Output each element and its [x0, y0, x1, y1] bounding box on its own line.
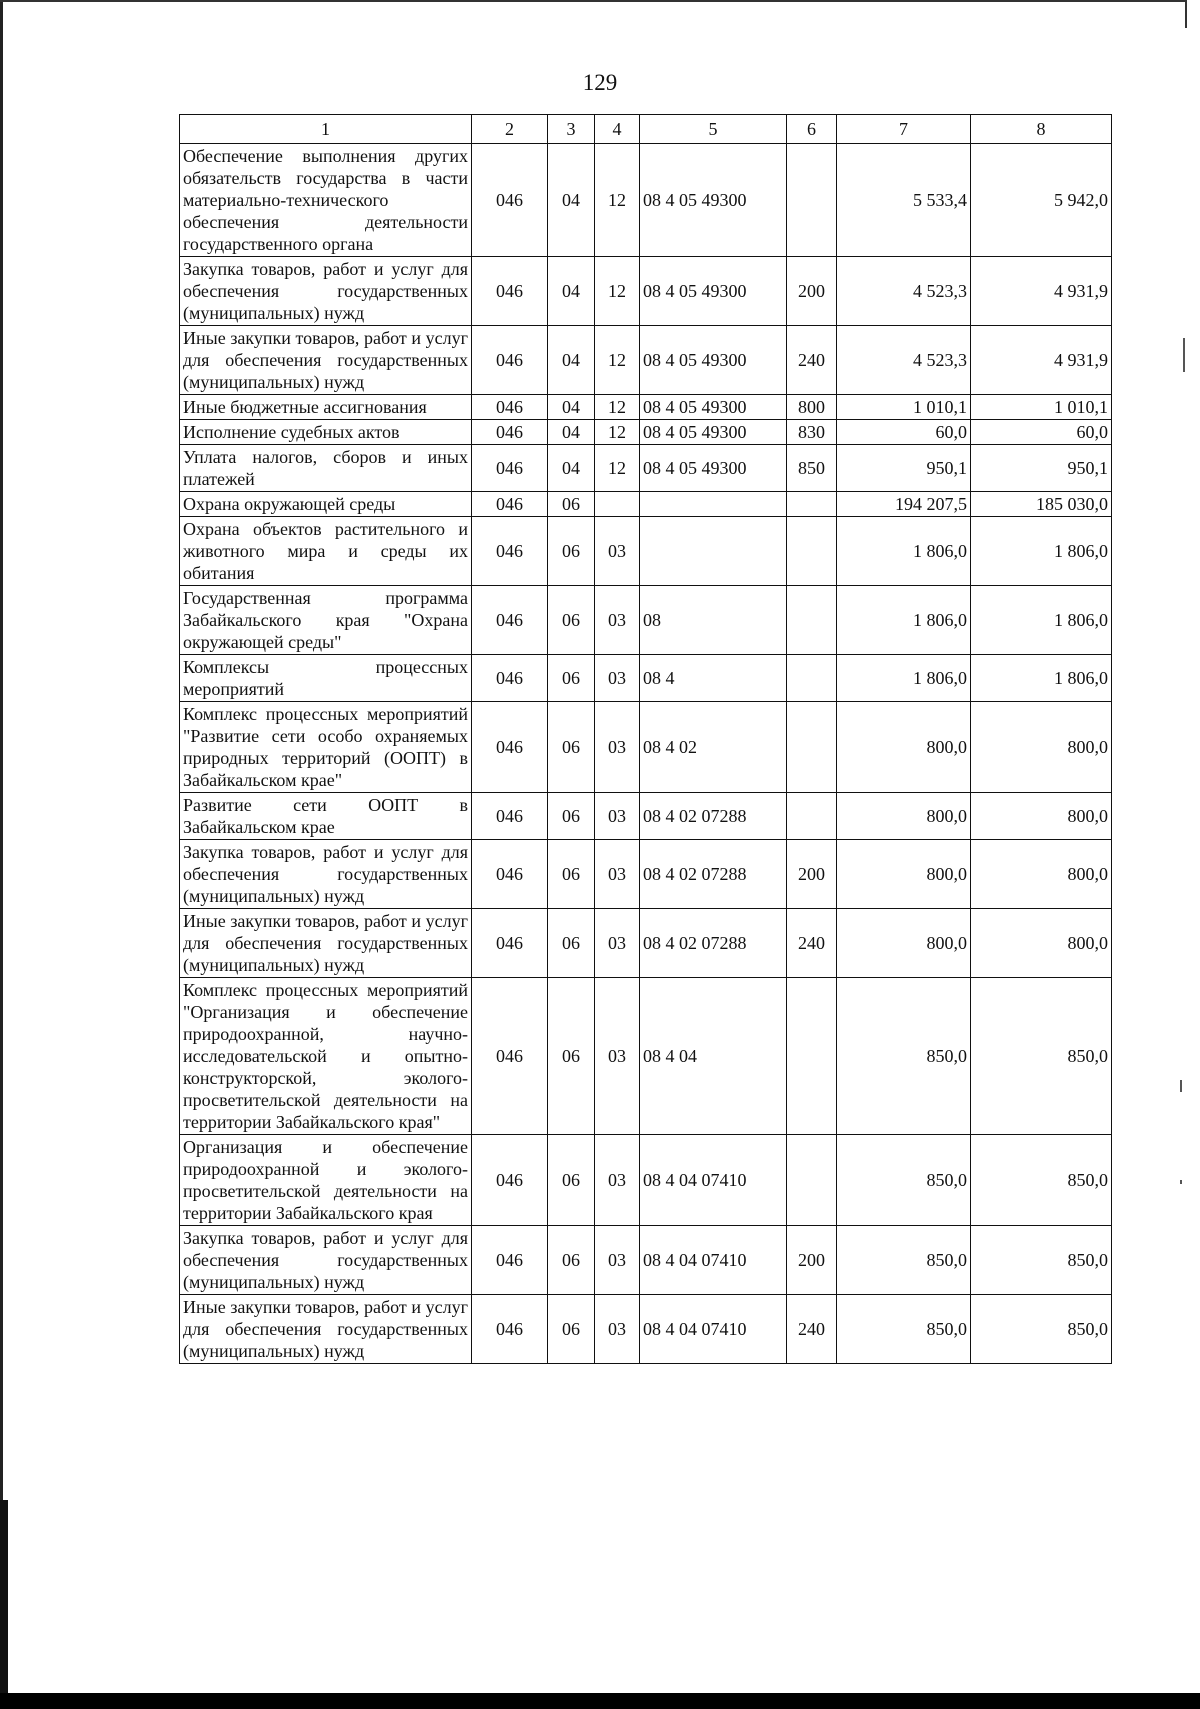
amount-col7: 850,0 [837, 978, 971, 1135]
section-code: 04 [548, 445, 595, 492]
subsection-code [595, 492, 640, 517]
table-row [180, 445, 1112, 492]
amount-col7: 850,0 [837, 1135, 971, 1226]
table-row [180, 655, 1112, 702]
column-header: 7 [837, 115, 971, 144]
target-article-code [640, 492, 787, 517]
amount-col7: 1 806,0 [837, 655, 971, 702]
amount-col7: 800,0 [837, 909, 971, 978]
target-article-code: 08 4 02 07288 [640, 909, 787, 978]
page-number: 129 [582, 70, 618, 95]
scan-left-edge [0, 0, 3, 1709]
row-name: Закупка товаров, работ и услуг для обеспечения государственных (муниципальных) нужд [180, 257, 472, 326]
column-header: 6 [787, 115, 837, 144]
section-code: 06 [548, 492, 595, 517]
expense-type-code: 240 [787, 1295, 837, 1364]
ministry-code: 046 [472, 445, 548, 492]
amount-col8: 4 931,9 [971, 257, 1112, 326]
section-code: 06 [548, 702, 595, 793]
row-name: Уплата налогов, сборов и иных платежей [180, 445, 472, 492]
amount-col8: 4 931,9 [971, 326, 1112, 395]
section-code: 06 [548, 655, 595, 702]
table-row [180, 257, 1112, 326]
amount-col8: 185 030,0 [971, 492, 1112, 517]
amount-col8: 1 806,0 [971, 586, 1112, 655]
ministry-code: 046 [472, 655, 548, 702]
section-code: 04 [548, 420, 595, 445]
amount-col7: 800,0 [837, 702, 971, 793]
subsection-code: 12 [595, 326, 640, 395]
expense-type-code [787, 492, 837, 517]
subsection-code: 03 [595, 517, 640, 586]
row-name: Развитие сети ООПТ в Забайкальском крае [180, 793, 472, 840]
target-article-code: 08 4 04 07410 [640, 1226, 787, 1295]
subsection-code: 03 [595, 793, 640, 840]
ministry-code: 046 [472, 517, 548, 586]
table-row [180, 1135, 1112, 1226]
target-article-code: 08 4 02 07288 [640, 840, 787, 909]
row-name: Исполнение судебных актов [180, 420, 472, 445]
subsection-code: 03 [595, 909, 640, 978]
subsection-code: 12 [595, 395, 640, 420]
table-row [180, 1226, 1112, 1295]
subsection-code: 03 [595, 978, 640, 1135]
amount-col8: 5 942,0 [971, 144, 1112, 257]
target-article-code: 08 4 05 49300 [640, 144, 787, 257]
scan-binding-shadow [0, 1500, 8, 1709]
row-name: Обеспечение выполнения других обязательств государства в части материально-технического обеспечения деятельности государственного органа [180, 144, 472, 257]
ministry-code: 046 [472, 840, 548, 909]
expense-type-code: 200 [787, 257, 837, 326]
section-code: 06 [548, 1226, 595, 1295]
amount-col7: 850,0 [837, 1295, 971, 1364]
column-header: 5 [640, 115, 787, 144]
table-row [180, 326, 1112, 395]
scan-right-mark [1185, 0, 1187, 28]
ministry-code: 046 [472, 793, 548, 840]
target-article-code: 08 4 05 49300 [640, 257, 787, 326]
budget-table [179, 114, 1112, 1364]
section-code: 06 [548, 586, 595, 655]
table-row [180, 586, 1112, 655]
expense-type-code: 200 [787, 1226, 837, 1295]
amount-col8: 850,0 [971, 1135, 1112, 1226]
expense-type-code [787, 978, 837, 1135]
expense-type-code [787, 586, 837, 655]
ministry-code: 046 [472, 144, 548, 257]
row-name: Государственная программа Забайкальского края "Охрана окружающей среды" [180, 586, 472, 655]
expense-type-code [787, 655, 837, 702]
amount-col8: 800,0 [971, 793, 1112, 840]
scan-top-rule [0, 0, 1185, 2]
section-code: 06 [548, 978, 595, 1135]
section-code: 06 [548, 840, 595, 909]
table-body [180, 144, 1112, 1364]
ministry-code: 046 [472, 1226, 548, 1295]
ministry-code: 046 [472, 326, 548, 395]
amount-col8: 1 806,0 [971, 517, 1112, 586]
row-name: Организация и обеспечение природоохранной и эколого-просветительской деятельности на территории Забайкальского края [180, 1135, 472, 1226]
row-name: Иные закупки товаров, работ и услуг для обеспечения государственных (муниципальных) нужд [180, 909, 472, 978]
scan-speck [1183, 338, 1185, 372]
amount-col7: 4 523,3 [837, 326, 971, 395]
target-article-code: 08 4 05 49300 [640, 420, 787, 445]
ministry-code: 046 [472, 702, 548, 793]
row-name: Комплексы процессных мероприятий [180, 655, 472, 702]
amount-col7: 800,0 [837, 793, 971, 840]
subsection-code: 12 [595, 144, 640, 257]
section-code: 06 [548, 1295, 595, 1364]
table-row [180, 978, 1112, 1135]
column-header: 2 [472, 115, 548, 144]
column-header: 8 [971, 115, 1112, 144]
subsection-code: 03 [595, 655, 640, 702]
scan-speck [1180, 1080, 1182, 1092]
ministry-code: 046 [472, 978, 548, 1135]
target-article-code: 08 4 02 07288 [640, 793, 787, 840]
column-header: 4 [595, 115, 640, 144]
table-row [180, 840, 1112, 909]
amount-col7: 1 806,0 [837, 586, 971, 655]
section-code: 04 [548, 326, 595, 395]
expense-type-code [787, 144, 837, 257]
target-article-code: 08 4 05 49300 [640, 445, 787, 492]
expense-type-code: 240 [787, 909, 837, 978]
target-article-code: 08 4 [640, 655, 787, 702]
expense-type-code: 200 [787, 840, 837, 909]
table-row [180, 909, 1112, 978]
table-row [180, 492, 1112, 517]
row-name: Охрана объектов растительного и животного мира и среды их обитания [180, 517, 472, 586]
amount-col8: 1 010,1 [971, 395, 1112, 420]
ministry-code: 046 [472, 420, 548, 445]
scan-bottom-edge [0, 1693, 1200, 1709]
expense-type-code [787, 702, 837, 793]
expense-type-code: 830 [787, 420, 837, 445]
target-article-code: 08 4 04 07410 [640, 1295, 787, 1364]
section-code: 06 [548, 909, 595, 978]
amount-col8: 850,0 [971, 1295, 1112, 1364]
table-row [180, 144, 1112, 257]
table-row [180, 420, 1112, 445]
amount-col8: 800,0 [971, 909, 1112, 978]
amount-col7: 1 806,0 [837, 517, 971, 586]
section-code: 06 [548, 793, 595, 840]
target-article-code: 08 4 05 49300 [640, 326, 787, 395]
ministry-code: 046 [472, 395, 548, 420]
target-article-code [640, 517, 787, 586]
column-header: 3 [548, 115, 595, 144]
amount-col7: 4 523,3 [837, 257, 971, 326]
expense-type-code: 850 [787, 445, 837, 492]
row-name: Иные закупки товаров, работ и услуг для обеспечения государственных (муниципальных) нужд [180, 1295, 472, 1364]
amount-col7: 1 010,1 [837, 395, 971, 420]
subsection-code: 03 [595, 1295, 640, 1364]
row-name: Иные бюджетные ассигнования [180, 395, 472, 420]
ministry-code: 046 [472, 492, 548, 517]
row-name: Комплекс процессных мероприятий "Развитие сети особо охраняемых природных территорий (ООПТ) в Забайкальском крае" [180, 702, 472, 793]
expense-type-code: 240 [787, 326, 837, 395]
subsection-code: 12 [595, 420, 640, 445]
section-code: 06 [548, 1135, 595, 1226]
amount-col7: 60,0 [837, 420, 971, 445]
ministry-code: 046 [472, 586, 548, 655]
row-name: Закупка товаров, работ и услуг для обеспечения государственных (муниципальных) нужд [180, 840, 472, 909]
target-article-code: 08 4 02 [640, 702, 787, 793]
subsection-code: 12 [595, 257, 640, 326]
target-article-code: 08 [640, 586, 787, 655]
subsection-code: 03 [595, 586, 640, 655]
amount-col8: 950,1 [971, 445, 1112, 492]
target-article-code: 08 4 04 [640, 978, 787, 1135]
amount-col8: 1 806,0 [971, 655, 1112, 702]
ministry-code: 046 [472, 909, 548, 978]
amount-col7: 850,0 [837, 1226, 971, 1295]
section-code: 04 [548, 144, 595, 257]
expense-type-code [787, 1135, 837, 1226]
target-article-code: 08 4 05 49300 [640, 395, 787, 420]
row-name: Охрана окружающей среды [180, 492, 472, 517]
ministry-code: 046 [472, 1295, 548, 1364]
row-name: Иные закупки товаров, работ и услуг для обеспечения государственных (муниципальных) нужд [180, 326, 472, 395]
subsection-code: 03 [595, 840, 640, 909]
section-code: 04 [548, 257, 595, 326]
subsection-code: 12 [595, 445, 640, 492]
expense-type-code [787, 793, 837, 840]
ministry-code: 046 [472, 257, 548, 326]
row-name: Закупка товаров, работ и услуг для обеспечения государственных (муниципальных) нужд [180, 1226, 472, 1295]
ministry-code: 046 [472, 1135, 548, 1226]
amount-col7: 800,0 [837, 840, 971, 909]
amount-col8: 850,0 [971, 1226, 1112, 1295]
section-code: 06 [548, 517, 595, 586]
column-header: 1 [180, 115, 472, 144]
amount-col8: 800,0 [971, 840, 1112, 909]
expense-type-code [787, 517, 837, 586]
amount-col7: 194 207,5 [837, 492, 971, 517]
subsection-code: 03 [595, 1135, 640, 1226]
expense-type-code: 800 [787, 395, 837, 420]
amount-col8: 850,0 [971, 978, 1112, 1135]
amount-col8: 800,0 [971, 702, 1112, 793]
table-row [180, 793, 1112, 840]
table-row [180, 1295, 1112, 1364]
table-row [180, 702, 1112, 793]
subsection-code: 03 [595, 702, 640, 793]
target-article-code: 08 4 04 07410 [640, 1135, 787, 1226]
row-name: Комплекс процессных мероприятий "Организация и обеспечение природоохранной, научно-исследовательской и опытно-конструкторской, эколого-просветительской деятельности на территории Забайкальского края" [180, 978, 472, 1135]
table-row [180, 395, 1112, 420]
amount-col7: 5 533,4 [837, 144, 971, 257]
table-header-row [180, 115, 1112, 144]
section-code: 04 [548, 395, 595, 420]
subsection-code: 03 [595, 1226, 640, 1295]
amount-col7: 950,1 [837, 445, 971, 492]
table-row [180, 517, 1112, 586]
amount-col8: 60,0 [971, 420, 1112, 445]
scan-speck [1180, 1180, 1182, 1184]
